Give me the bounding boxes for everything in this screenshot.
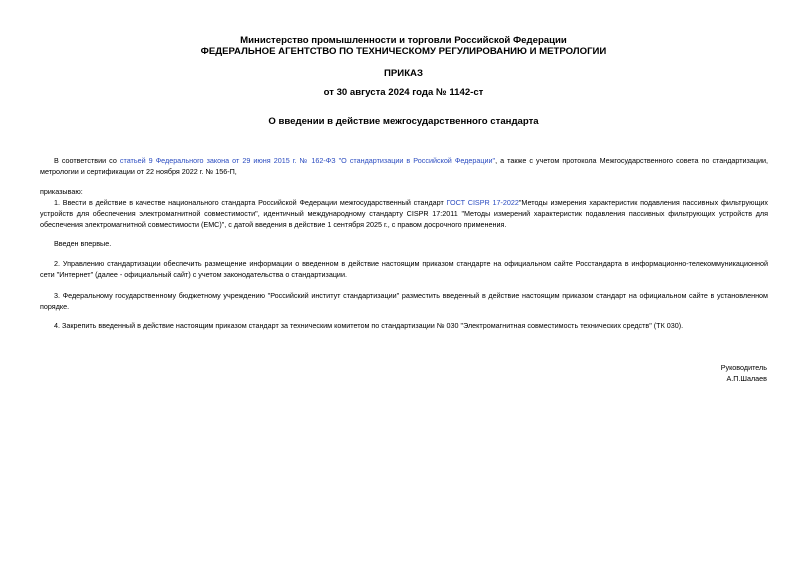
law-link[interactable]: статьей 9 Федерального закона от 29 июня 2015 г. № 162-ФЗ "О стандартизации в Российской Федерации"	[119, 156, 496, 165]
standard-link[interactable]: ГОСТ CISPR 17-2022	[446, 198, 519, 207]
signature-name: А.П.Шалаев	[726, 374, 767, 383]
intro-paragraph	[40, 155, 768, 177]
orders-line: приказываю:	[40, 187, 83, 196]
introduced-note: Введен впервые.	[54, 239, 112, 248]
ministry-heading: Министерство промышленности и торговли Российской Федерации	[240, 35, 567, 46]
item-1-suffix: "Методы измерения характеристик подавления пассивных фильтрующих устройств для обеспечения электромагнитной совместимости", идентичный международному стандарту CISPR 17:2011 "Методы измерений характеристик подавления пассивных фильтрующих устройств для обеспечения электромагнитной совместимости (ЕМС)", с датой введения в действие 1 сентября 2025 г., с правом досрочного применения.	[40, 198, 768, 229]
date-number-heading: от 30 августа 2024 года № 1142-ст	[323, 87, 484, 98]
item-4-paragraph: 4. Закрепить введенный в действие настоящим приказом стандарт за техническим комитетом по стандартизации № 030 "Электромагнитная совместимость технических средств" (ТК 030).	[54, 321, 684, 330]
subject-heading: О введении в действие межгосударственного стандарта	[268, 116, 539, 127]
intro-prefix: В соответствии со	[54, 156, 120, 165]
item-1-paragraph	[40, 197, 768, 230]
item-1-prefix: 1. Ввести в действие в качестве национального стандарта Российской Федерации межгосударственный стандарт	[54, 198, 447, 207]
doc-type-heading: ПРИКАЗ	[384, 68, 423, 79]
intro-suffix: , а также с учетом протокола Межгосударственного совета по стандартизации, метрологии и сертификации от 22 ноября 2022 г. № 156-П,	[40, 156, 768, 176]
item-2-paragraph: 2. Управлению стандартизации обеспечить размещение информации о введенном в действие настоящим приказом стандарте на официальном сайте Росстандарта в информационно-телекоммуникационной сети "Интернет" (далее - официальный сайт) с учетом законодательства о стандартизации.	[40, 259, 768, 279]
item-3-paragraph: 3. Федеральному государственному бюджетному учреждению "Российский институт стандартизации" разместить введенный в действие настоящим приказом стандарт на официальном сайте в установленном порядке.	[40, 291, 768, 311]
agency-heading: ФЕДЕРАЛЬНОЕ АГЕНТСТВО ПО ТЕХНИЧЕСКОМУ РЕГУЛИРОВАНИЮ И МЕТРОЛОГИИ	[200, 46, 607, 57]
signature-title: Руководитель	[720, 363, 767, 372]
